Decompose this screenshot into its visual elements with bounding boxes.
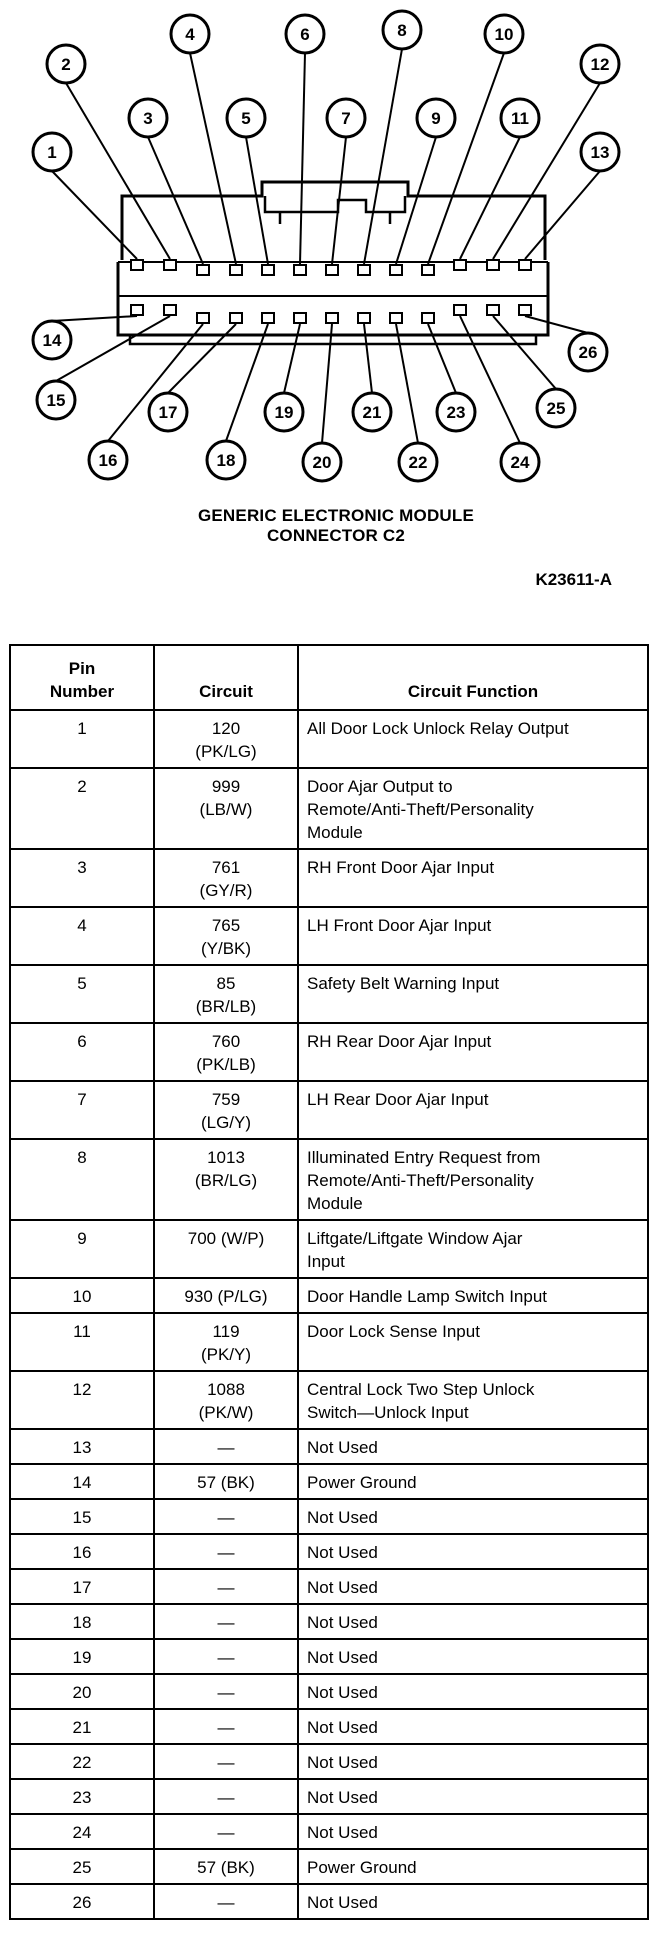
circuit-cell: 761 (GY/R)	[154, 849, 298, 907]
pin-number-cell: 11	[10, 1313, 154, 1371]
table-row	[10, 1139, 648, 1220]
pin-socket	[164, 260, 176, 270]
pin-callout	[417, 99, 455, 137]
pin-callout	[303, 443, 341, 481]
pin-socket	[358, 313, 370, 323]
circuit-cell: 1088 (PK/W)	[154, 1371, 298, 1429]
pin-number-cell: 3	[10, 849, 154, 907]
circuit-cell: —	[154, 1779, 298, 1814]
pin-callout-label: 5	[241, 109, 251, 128]
pin-callout-label: 10	[494, 25, 514, 44]
leader-line	[52, 316, 137, 321]
pin-callout-label: 12	[590, 55, 610, 74]
pin-callout-label: 18	[216, 451, 236, 470]
circuit-function-cell: Liftgate/Liftgate Window Ajar Input	[298, 1220, 648, 1278]
leader-line	[52, 171, 137, 259]
table-row	[10, 1639, 648, 1674]
circuit-cell: 57 (BK)	[154, 1849, 298, 1884]
bottom-pin-row	[131, 305, 531, 323]
circuit-function-cell: Safety Belt Warning Input	[298, 965, 648, 1023]
table-row	[10, 849, 648, 907]
pin-callout	[581, 133, 619, 171]
pin-socket	[131, 260, 143, 270]
pin-socket	[487, 305, 499, 315]
pin-callout	[171, 15, 209, 53]
pin-socket	[294, 265, 306, 275]
circuit-function-cell: All Door Lock Unlock Relay Output	[298, 710, 648, 768]
pin-socket	[422, 313, 434, 323]
circuit-function-cell: Not Used	[298, 1429, 648, 1464]
pin-callout-label: 17	[158, 403, 178, 422]
circuit-cell: 120 (PK/LG)	[154, 710, 298, 768]
leader-line	[300, 53, 305, 264]
pin-callout	[33, 133, 71, 171]
pin-socket	[262, 313, 274, 323]
pin-number-cell: 21	[10, 1709, 154, 1744]
pin-socket	[326, 313, 338, 323]
table-row	[10, 1081, 648, 1139]
circuit-function-cell: Door Handle Lamp Switch Input	[298, 1278, 648, 1313]
pin-number-cell: 6	[10, 1023, 154, 1081]
pin-callout	[501, 99, 539, 137]
header-circuit: Circuit	[154, 645, 298, 710]
leader-line	[396, 324, 418, 443]
pin-socket	[326, 265, 338, 275]
circuit-function-cell: Not Used	[298, 1569, 648, 1604]
pin-number-cell: 12	[10, 1371, 154, 1429]
circuit-cell: —	[154, 1744, 298, 1779]
pin-socket	[519, 260, 531, 270]
pin-callout-label: 15	[46, 391, 66, 410]
leader-line	[428, 53, 504, 264]
circuit-function-cell: Central Lock Two Step Unlock Switch—Unlock Input	[298, 1371, 648, 1429]
circuit-function-cell: RH Rear Door Ajar Input	[298, 1023, 648, 1081]
circuit-cell: 700 (W/P)	[154, 1220, 298, 1278]
circuit-cell: 85 (BR/LB)	[154, 965, 298, 1023]
pin-callout	[89, 441, 127, 479]
table-row	[10, 1814, 648, 1849]
pin-callout	[501, 443, 539, 481]
pin-number-cell: 18	[10, 1604, 154, 1639]
pin-callout-label: 11	[511, 109, 529, 128]
circuit-cell: 760 (PK/LB)	[154, 1023, 298, 1081]
pin-callout	[207, 441, 245, 479]
pin-callout-label: 6	[300, 25, 310, 44]
pin-number-cell: 26	[10, 1884, 154, 1919]
pin-callout-label: 1	[47, 143, 57, 162]
pin-number-cell: 15	[10, 1499, 154, 1534]
pin-callout	[227, 99, 265, 137]
pin-socket	[454, 260, 466, 270]
circuit-function-cell: Not Used	[298, 1744, 648, 1779]
pin-socket	[230, 313, 242, 323]
table-row	[10, 1709, 648, 1744]
table-header-row	[10, 645, 648, 710]
table-row	[10, 1278, 648, 1313]
circuit-function-cell: Not Used	[298, 1779, 648, 1814]
pin-number-cell: 13	[10, 1429, 154, 1464]
circuit-function-cell: Illuminated Entry Request from Remote/Anti-Theft/Personality Module	[298, 1139, 648, 1220]
table-row	[10, 1220, 648, 1278]
pin-number-cell: 16	[10, 1534, 154, 1569]
pin-table-body	[10, 710, 648, 1919]
pin-number-cell: 2	[10, 768, 154, 849]
pin-number-cell: 24	[10, 1814, 154, 1849]
pin-callout-label: 25	[546, 399, 566, 418]
circuit-cell: 57 (BK)	[154, 1464, 298, 1499]
leader-line	[148, 137, 203, 264]
pin-callout	[581, 45, 619, 83]
leader-line	[322, 324, 332, 443]
pin-callout	[37, 381, 75, 419]
circuit-cell: —	[154, 1884, 298, 1919]
pin-number-cell: 9	[10, 1220, 154, 1278]
circuit-cell: —	[154, 1499, 298, 1534]
leader-line	[364, 49, 402, 264]
pin-callout	[485, 15, 523, 53]
pin-socket	[230, 265, 242, 275]
pin-callout-label: 26	[578, 343, 598, 362]
table-row	[10, 1744, 648, 1779]
circuit-function-cell: Not Used	[298, 1884, 648, 1919]
pin-socket	[390, 265, 402, 275]
table-row	[10, 1023, 648, 1081]
circuit-cell: —	[154, 1709, 298, 1744]
pin-number-cell: 7	[10, 1081, 154, 1139]
pin-callout-label: 2	[61, 55, 71, 74]
pin-number-cell: 19	[10, 1639, 154, 1674]
pin-callout-label: 19	[274, 403, 294, 422]
header-pin-number: Pin Number	[10, 645, 154, 710]
circuit-cell: —	[154, 1604, 298, 1639]
figure-id: K23611-A	[535, 570, 612, 589]
pin-callout	[265, 393, 303, 431]
pin-callout	[353, 393, 391, 431]
pin-number-cell: 20	[10, 1674, 154, 1709]
circuit-cell: —	[154, 1534, 298, 1569]
circuit-function-cell: Power Ground	[298, 1464, 648, 1499]
pin-number-cell: 4	[10, 907, 154, 965]
circuit-function-cell: RH Front Door Ajar Input	[298, 849, 648, 907]
circuit-function-cell: Power Ground	[298, 1849, 648, 1884]
pin-callout	[569, 333, 607, 371]
pin-socket	[164, 305, 176, 315]
pin-callout	[149, 393, 187, 431]
pin-number-cell: 14	[10, 1464, 154, 1499]
table-row	[10, 907, 648, 965]
table-row	[10, 710, 648, 768]
pin-callout-label: 24	[510, 453, 530, 472]
pin-callout-label: 9	[431, 109, 441, 128]
pin-callout-label: 16	[98, 451, 118, 470]
pin-callout	[47, 45, 85, 83]
pin-callout-label: 20	[312, 453, 332, 472]
circuit-function-cell: Not Used	[298, 1604, 648, 1639]
table-row	[10, 1313, 648, 1371]
pin-socket	[197, 313, 209, 323]
leader-line	[226, 324, 268, 441]
header-circuit-function: Circuit Function	[298, 645, 648, 710]
pin-number-cell: 22	[10, 1744, 154, 1779]
table-row	[10, 965, 648, 1023]
pin-number-cell: 5	[10, 965, 154, 1023]
circuit-function-cell: LH Rear Door Ajar Input	[298, 1081, 648, 1139]
pin-callout	[437, 393, 475, 431]
circuit-function-cell: Not Used	[298, 1534, 648, 1569]
circuit-cell: —	[154, 1674, 298, 1709]
circuit-function-cell: Not Used	[298, 1674, 648, 1709]
circuit-cell: 1013 (BR/LG)	[154, 1139, 298, 1220]
diagram-caption-line2: CONNECTOR C2	[266, 526, 406, 545]
leader-line	[190, 53, 236, 264]
pin-callout-label: 13	[590, 143, 610, 162]
circuit-cell: —	[154, 1639, 298, 1674]
table-row	[10, 1534, 648, 1569]
circuit-cell: —	[154, 1569, 298, 1604]
circuit-cell: 119 (PK/Y)	[154, 1313, 298, 1371]
pin-callout-label: 4	[185, 25, 195, 44]
pin-socket	[454, 305, 466, 315]
table-row	[10, 1569, 648, 1604]
connector-diagram	[0, 0, 672, 510]
pin-callout-label: 3	[143, 109, 153, 128]
leader-line	[525, 316, 588, 333]
circuit-cell: —	[154, 1429, 298, 1464]
table-row	[10, 1499, 648, 1534]
table-row	[10, 1371, 648, 1429]
pin-callout-label: 14	[42, 331, 62, 350]
pin-socket	[131, 305, 143, 315]
pin-socket	[358, 265, 370, 275]
leader-line	[460, 137, 520, 259]
pin-callout-label: 23	[446, 403, 466, 422]
diagram-caption-line1: GENERIC ELECTRONIC MODULE	[197, 506, 475, 525]
pin-number-cell: 25	[10, 1849, 154, 1884]
pin-socket	[519, 305, 531, 315]
pin-socket	[390, 313, 402, 323]
circuit-cell: 999 (LB/W)	[154, 768, 298, 849]
circuit-function-cell: Not Used	[298, 1499, 648, 1534]
pin-socket	[294, 313, 306, 323]
circuit-function-cell: LH Front Door Ajar Input	[298, 907, 648, 965]
circuit-cell: 765 (Y/BK)	[154, 907, 298, 965]
table-row	[10, 1429, 648, 1464]
table-row	[10, 1779, 648, 1814]
pin-callout	[327, 99, 365, 137]
pin-callout	[129, 99, 167, 137]
pin-socket	[197, 265, 209, 275]
circuit-function-cell: Door Ajar Output to Remote/Anti-Theft/Personality Module	[298, 768, 648, 849]
pin-callout-label: 8	[397, 21, 407, 40]
circuit-function-cell: Not Used	[298, 1709, 648, 1744]
pin-callout-label: 7	[341, 109, 351, 128]
circuit-function-cell: Door Lock Sense Input	[298, 1313, 648, 1371]
circuit-function-cell: Not Used	[298, 1639, 648, 1674]
pin-number-cell: 1	[10, 710, 154, 768]
pin-socket	[262, 265, 274, 275]
pin-number-cell: 10	[10, 1278, 154, 1313]
pin-callout-label: 22	[408, 453, 428, 472]
pin-callout	[537, 389, 575, 427]
pin-callout	[286, 15, 324, 53]
circuit-cell: —	[154, 1814, 298, 1849]
pin-number-cell: 17	[10, 1569, 154, 1604]
leader-line	[396, 137, 436, 264]
table-row	[10, 1884, 648, 1919]
pin-number-cell: 8	[10, 1139, 154, 1220]
pin-table	[9, 644, 649, 1920]
table-row	[10, 1674, 648, 1709]
leader-line	[56, 316, 170, 381]
circuit-cell: 759 (LG/Y)	[154, 1081, 298, 1139]
table-row	[10, 1849, 648, 1884]
table-row	[10, 1464, 648, 1499]
table-row	[10, 1604, 648, 1639]
pin-callout	[399, 443, 437, 481]
pin-socket	[422, 265, 434, 275]
table-row	[10, 768, 648, 849]
pin-number-cell: 23	[10, 1779, 154, 1814]
leader-line	[525, 171, 600, 259]
pin-callout	[33, 321, 71, 359]
pin-callout-label: 21	[362, 403, 382, 422]
circuit-function-cell: Not Used	[298, 1814, 648, 1849]
pin-callout	[383, 11, 421, 49]
circuit-cell: 930 (P/LG)	[154, 1278, 298, 1313]
pin-socket	[487, 260, 499, 270]
